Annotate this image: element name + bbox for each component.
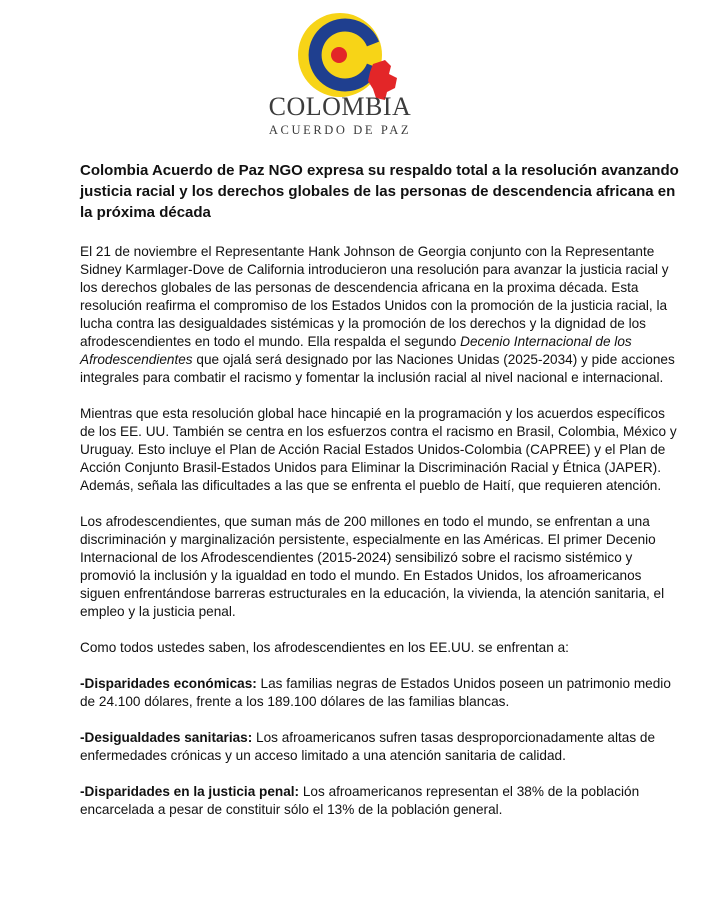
bullet-health	[80, 729, 680, 765]
bullet-health-text: Los afroamericanos sufren tasas desproporcionadamente altas de enfermedades crónicas y un acceso limitado a una atención sanitaria de calidad.	[80, 730, 656, 763]
brand-name: COLOMBIA	[268, 92, 412, 121]
document-body	[80, 160, 680, 837]
paragraph-1-italic: Decenio Internacional de los Afrodescendientes	[80, 334, 632, 367]
bullet-justice-text: Los afroamericanos representan el 38% de la población encarcelada a pesar de constituir sólo el 13% de la población general.	[80, 784, 640, 817]
bullet-economic-label: -Disparidades económicas:	[80, 676, 257, 691]
bullet-justice-label: -Disparidades en la justicia penal:	[80, 784, 300, 799]
paragraph-1-text-b: que ojalá será designado por las Naciones Unidas (2025-2034) y pide acciones integrales para combatir el racismo y fomentar la inclusión racial al nivel nacional e internacional.	[80, 352, 675, 385]
paragraph-1-text-a: El 21 de noviembre el Representante Hank Johnson de Georgia conjunto con la Representante Sidney Karmlager-Dove de California introducieron una resolución para avanzar la justicia racial y los derechos globales de las personas de descendencia africana en la proxima década. Esta resolución reafirma el compromiso de los Estados Unidos con la promoción de la justicia racial, la lucha contra las desigualdades sistémicas y la promoción de los derechos y la dignidad de los afrodescendientes en todo el mundo. Ella respalda el segundo	[80, 244, 669, 349]
bullet-health-label: -Desigualdades sanitarias:	[80, 730, 253, 745]
paragraph-3: Los afrodescendientes, que suman más de 200 millones en todo el mundo, se enfrentan a una discriminación y marginalización persistente, especialmente en las Américas. El primer Decenio Internacional de los Afrodescendientes (2015-2024) sensibilizó sobre el racismo sistémico y promovió la inclusión y la igualdad en todo el mundo. En Estados Unidos, los afroamericanos siguen enfrentándose barreras estructurales en la educación, la vivienda, la atención sanitaria, el empleo y la justicia penal.	[80, 514, 665, 619]
logo-red-dot	[331, 47, 347, 63]
paragraph-4: Como todos ustedes saben, los afrodescendientes en los EE.UU. se enfrentan a:	[80, 640, 569, 655]
bullet-economic-text: Las familias negras de Estados Unidos poseen un patrimonio medio de 24.100 dólares, frente a los 189.100 dólares de las familias blancas.	[80, 676, 671, 709]
brand-block	[235, 93, 445, 138]
bullet-economic	[80, 675, 680, 711]
document-title: Colombia Acuerdo de Paz NGO expresa su respaldo total a la resolución avanzando justicia racial y los derechos globales de las personas de descendencia africana en la próxima década	[80, 162, 679, 221]
brand-subtitle: ACUERDO DE PAZ	[268, 123, 412, 137]
bullet-justice	[80, 783, 680, 819]
paragraph-1	[80, 243, 680, 387]
paragraph-2: Mientras que esta resolución global hace hincapié en la programación y los acuerdos específicos de los EE. UU. También se centra en los esfuerzos contra el racismo en Brasil, Colombia, México y Uruguay. Esto incluye el Plan de Acción Racial Estados Unidos-Colombia (CAPREE) y el Plan de Acción Conjunto Brasil-Estados Unidos para Eliminar la Discriminación Racial y Étnica (JAPER). Además, señala las dificultades a las que se enfrenta el pueblo de Haití, que requieren atención.	[80, 406, 677, 493]
